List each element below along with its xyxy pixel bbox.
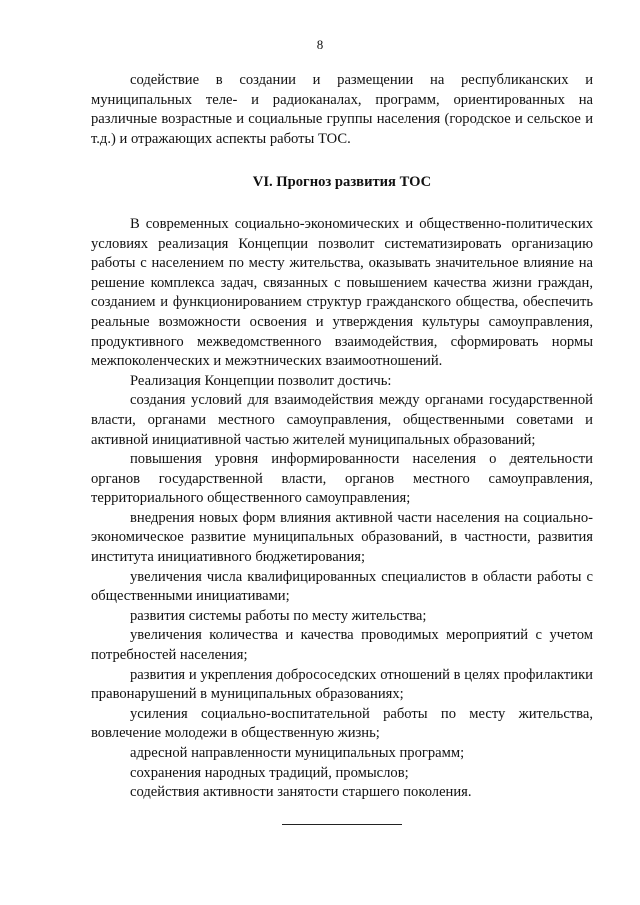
list-item: внедрения новых форм влияния активной части населения на социально-экономическое развитие муниципальных образований, в частности, развития института инициативного бюджетирования; xyxy=(91,509,593,566)
list-item: адресной направленности муниципальных программ; xyxy=(130,745,465,761)
list-item: создания условий для взаимодействия между органами государственной власти, органами местного самоуправления, общественными советами и активной инициативной частью жителей муниципальных образований; xyxy=(91,392,593,448)
list-item: развития и укрепления добрососедских отношений в целях профилактики правонарушений в муниципальных образованиях; xyxy=(91,666,593,703)
paragraph: В современных социально-экономических и общественно-политических условиях реализация Концепции позволит систематизировать организацию работы с населением по месту жительства, оказывать значительное влияние на решение комплекса задач, связанных с повышением качества жизни граждан, созданием и функционированием структур гражданского общества, обеспечить реальные возможности освоения и утверждения культуры самоуправления, продуктивного межведомственного взаимодействия, сформировать нормы межпоколенческих и межэтнических взаимоотношений. xyxy=(91,215,593,370)
list-item: содействия активности занятости старшего поколения. xyxy=(130,784,472,801)
document-body xyxy=(91,71,593,825)
list-item: усиления социально-воспитательной работы по месту жительства, вовлечение молодежи в общественную жизнь; xyxy=(91,705,593,742)
section-title: VI. Прогноз развития ТОС xyxy=(252,174,432,191)
list-item: развития системы работы по месту жительства; xyxy=(130,607,427,624)
list-item: повышения уровня информированности населения о деятельности органов государственной власти, органов местного самоуправления, территориального общественного самоуправления; xyxy=(91,451,593,507)
intro-paragraph: содействие в создании и размещении на республиканских и муниципальных теле- и радиоканалах, программ, ориентированных на различные возрастные и социальные группы населения (городское и сельское и т.д.) и отражающих аспекты работы ТОС. xyxy=(91,72,593,147)
end-separator-line xyxy=(282,824,402,825)
list-item: увеличения количества и качества проводимых мероприятий с учетом потребностей населения; xyxy=(91,627,593,664)
paragraph: Реализация Концепции позволит достичь: xyxy=(130,372,392,389)
list-item: сохранения народных традиций, промыслов; xyxy=(130,764,409,781)
page-number: 8 xyxy=(316,37,324,52)
list-item: увеличения числа квалифицированных специалистов в области работы с общественными инициативами; xyxy=(91,568,593,605)
